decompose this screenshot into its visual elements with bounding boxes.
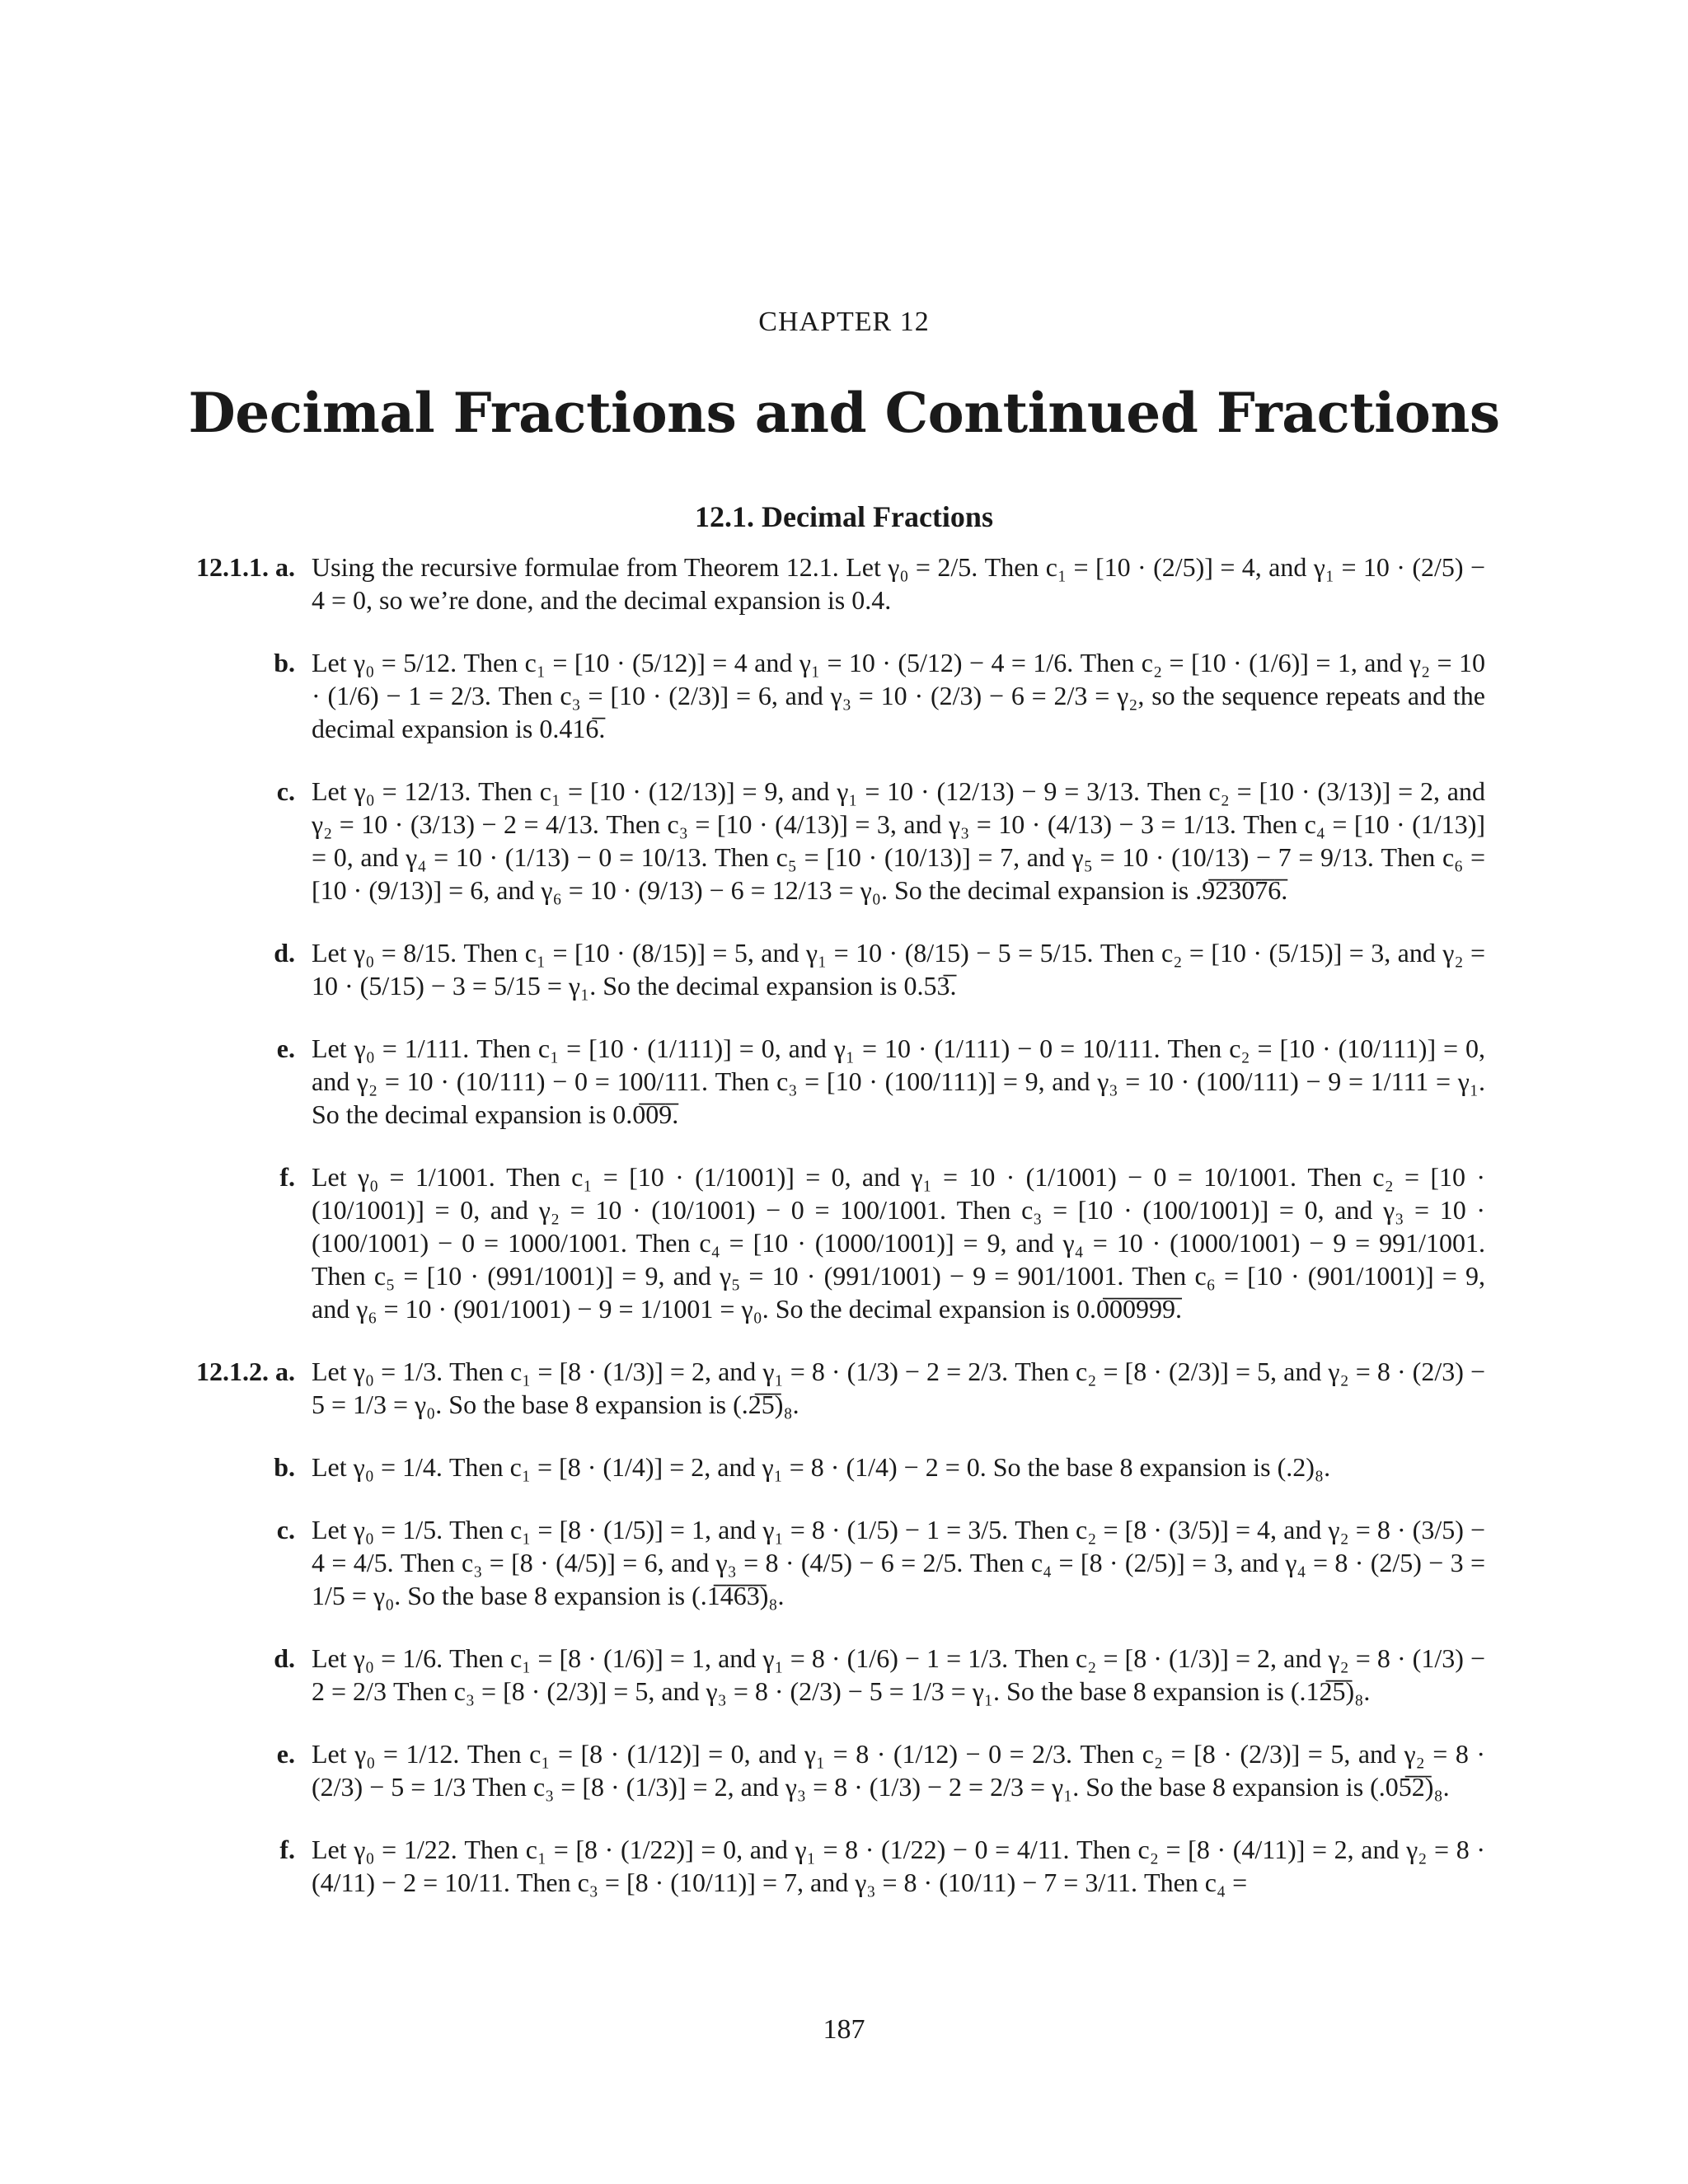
exercise-label: c.	[276, 1515, 295, 1544]
exercise-12-1-2-e	[0, 1737, 1688, 1803]
exercise-label: c.	[276, 776, 295, 806]
exercise-text: Let γ₀ = 1/4. Then c₁ = [8 · (1/4)] = 2, and γ₁ = 8 · (1/4) − 2 = 0. So the base 8 expansion is (.2)₈.	[312, 1452, 1331, 1482]
exercise-12-1-2-f	[0, 1833, 1688, 1899]
chapter-title: Decimal Fractions and Continued Fractions	[188, 381, 1500, 445]
exercise-12-1-1-f	[0, 1160, 1688, 1325]
exercise-text: Let γ₀ = 1/1001. Then c₁ = [10 · (1/1001)] = 0, and γ₁ = 10 · (1/1001) − 0 = 10/1001. Then c₂ = [10 · (10/1001)] = 0, and γ₂ = 10 · (10/1001) − 0 = 100/1001. Then c₃ = [10 · (100/1001)] = 0, and γ₃ = 10 · (100/1001) − 0 = 1000/1001. Then c₄ = [10 · (1000/1001)] = 9, and γ₄ = 10 · (1000/1001) − 9 = 991/1001. Then c₅ = [10 · (991/1001)] = 9, and γ₅ = 10 · (991/1001) − 9 = 901/1001. Then c₆ = [10 · (901/1001)] = 9, and γ₆ = 10 · (901/1001) − 9 = 1/1001 = γ₀. So the decimal expansion is 0.0̅0̅0̅9̅9̅9̅.	[312, 1162, 1485, 1324]
exercise-12-1-2-c	[0, 1513, 1688, 1612]
exercise-12-1-1-d	[0, 936, 1688, 1002]
exercise-12-1-2-b	[0, 1451, 1688, 1483]
exercise-text: Let γ₀ = 1/5. Then c₁ = [8 · (1/5)] = 1, and γ₁ = 8 · (1/5) − 1 = 3/5. Then c₂ = [8 · (3/5)] = 4, and γ₂ = 8 · (3/5) − 4 = 4/5. Then c₃ = [8 · (4/5)] = 6, and γ₃ = 8 · (4/5) − 6 = 2/5. Then c₄ = [8 · (2/5)] = 3, and γ₄ = 8 · (2/5) − 3 = 1/5 = γ₀. So the base 8 expansion is (.1̅4̅6̅3̅)₈.	[312, 1515, 1485, 1610]
exercise-text: Let γ₀ = 1/111. Then c₁ = [10 · (1/111)] = 0, and γ₁ = 10 · (1/111) − 0 = 10/111. Then c₂ = [10 · (10/111)] = 0, and γ₂ = 10 · (10/111) − 0 = 100/111. Then c₃ = [10 · (100/111)] = 9, and γ₃ = 10 · (100/111) − 9 = 1/111 = γ₁. So the decimal expansion is 0.0̅0̅9̅.	[312, 1033, 1485, 1129]
page-number: 187	[823, 2014, 865, 2045]
exercise-text: Let γ₀ = 8/15. Then c₁ = [10 · (8/15)] = 5, and γ₁ = 10 · (8/15) − 5 = 5/15. Then c₂ = [10 · (5/15)] = 3, and γ₂ = 10 · (5/15) − 3 = 5/15 = γ₁. So the decimal expansion is 0.53̅.	[312, 938, 1485, 1001]
exercise-label: f.	[279, 1162, 295, 1192]
exercise-text: Using the recursive formulae from Theorem 12.1. Let γ₀ = 2/5. Then c₁ = [10 · (2/5)] = 4, and γ₁ = 10 · (2/5) − 4 = 0, so we’re done, and the decimal expansion is 0.4.	[312, 552, 1485, 615]
exercise-label: b.	[274, 648, 295, 677]
exercise-12-1-2-a	[0, 1355, 1688, 1421]
exercise-text: Let γ₀ = 1/22. Then c₁ = [8 · (1/22)] = 0, and γ₁ = 8 · (1/22) − 0 = 4/11. Then c₂ = [8 · (4/11)] = 2, and γ₂ = 8 · (4/11) − 2 = 10/11. Then c₃ = [8 · (10/11)] = 7, and γ₃ = 8 · (10/11) − 7 = 3/11. Then c₄ =	[312, 1835, 1485, 1897]
exercise-text: Let γ₀ = 1/3. Then c₁ = [8 · (1/3)] = 2, and γ₁ = 8 · (1/3) − 2 = 2/3. Then c₂ = [8 · (2/3)] = 5, and γ₂ = 8 · (2/3) − 5 = 1/3 = γ₀. So the base 8 expansion is (.2̅5̅)₈.	[312, 1357, 1485, 1419]
exercise-text: Let γ₀ = 5/12. Then c₁ = [10 · (5/12)] = 4 and γ₁ = 10 · (5/12) − 4 = 1/6. Then c₂ = [10 · (1/6)] = 1, and γ₂ = 10 · (1/6) − 1 = 2/3. Then c₃ = [10 · (2/3)] = 6, and γ₃ = 10 · (2/3) − 6 = 2/3 = γ₂, so the sequence repeats and the decimal expansion is 0.416̅.	[312, 648, 1486, 743]
exercise-label: d.	[274, 938, 295, 968]
chapter-label: CHAPTER 12	[758, 307, 930, 337]
exercise-12-1-1-c	[0, 775, 1688, 907]
exercise-list	[0, 551, 1688, 1929]
exercise-label: b.	[274, 1452, 295, 1482]
exercise-12-1-1-b	[0, 646, 1688, 745]
exercise-text: Let γ₀ = 1/6. Then c₁ = [8 · (1/6)] = 1, and γ₁ = 8 · (1/6) − 1 = 1/3. Then c₂ = [8 · (1/3)] = 2, and γ₂ = 8 · (1/3) − 2 = 2/3 Then c₃ = [8 · (2/3)] = 5, and γ₃ = 8 · (2/3) − 5 = 1/3 = γ₁. So the base 8 expansion is (.12̅5̅)₈.	[312, 1643, 1485, 1706]
exercise-label: e.	[276, 1033, 295, 1063]
section-title: 12.1. Decimal Fractions	[695, 500, 993, 533]
exercise-12-1-1-e	[0, 1032, 1688, 1131]
exercise-label: 12.1.2. a.	[196, 1357, 295, 1386]
exercise-label: d.	[274, 1643, 295, 1673]
exercise-label: e.	[276, 1739, 295, 1769]
exercise-label: f.	[279, 1835, 295, 1864]
exercise-text: Let γ₀ = 1/12. Then c₁ = [8 · (1/12)] = 0, and γ₁ = 8 · (1/12) − 0 = 2/3. Then c₂ = [8 · (2/3)] = 5, and γ₂ = 8 · (2/3) − 5 = 1/3 Then c₃ = [8 · (1/3)] = 2, and γ₃ = 8 · (1/3) − 2 = 2/3 = γ₁. So the base 8 expansion is (.05̅2̅)₈.	[312, 1739, 1485, 1802]
exercise-text: Let γ₀ = 12/13. Then c₁ = [10 · (12/13)] = 9, and γ₁ = 10 · (12/13) − 9 = 3/13. Then c₂ = [10 · (3/13)] = 2, and γ₂ = 10 · (3/13) − 2 = 4/13. Then c₃ = [10 · (4/13)] = 3, and γ₃ = 10 · (4/13) − 3 = 1/13. Then c₄ = [10 · (1/13)] = 0, and γ₄ = 10 · (1/13) − 0 = 10/13. Then c₅ = [10 · (10/13)] = 7, and γ₅ = 10 · (10/13) − 7 = 9/13. Then c₆ = [10 · (9/13)] = 6, and γ₆ = 10 · (9/13) − 6 = 12/13 = γ₀. So the decimal expansion is .9̅2̅3̅0̅7̅6̅.	[312, 776, 1485, 905]
exercise-12-1-1-a	[0, 551, 1688, 616]
exercise-label: 12.1.1. a.	[196, 552, 295, 582]
exercise-12-1-2-d	[0, 1642, 1688, 1708]
